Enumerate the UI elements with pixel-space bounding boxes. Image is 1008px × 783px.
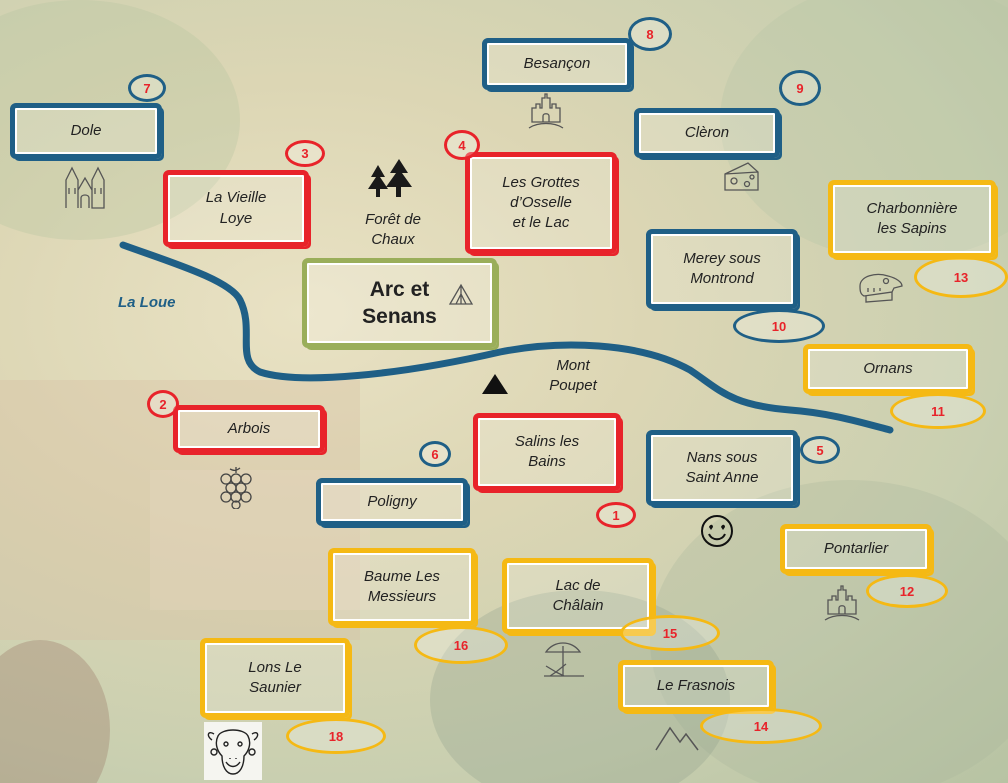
cheese-icon [722,160,760,194]
place-line2: Montrond [690,270,754,287]
place-salins-les-bains[interactable] [473,413,621,491]
place-le-frasnois[interactable] [618,660,774,712]
place-line3: et le Lac [512,214,570,232]
number-badge: 7 [128,74,166,102]
dinosaur-skull-icon [856,270,904,306]
place-line1: Merey sous [683,249,761,267]
castle-icon [824,584,860,622]
place-charbonniere-les-sapins[interactable] [828,180,996,258]
place-line1: Dole [70,121,102,139]
river-label: La Loue [118,294,176,311]
number-badge: 6 [419,441,451,467]
place-line2: Châlain [552,597,604,614]
forest-label [348,210,438,251]
place-poligny[interactable] [316,478,468,526]
mountain-label [538,356,608,397]
place-merey-sous-montrond[interactable] [646,229,798,309]
place-pontarlier[interactable] [780,524,932,574]
place-line1: Arbois [227,419,271,437]
center-name-line2: Senans [362,305,437,328]
place-line1: La Vieille [205,189,267,207]
mountain-line1: Mont [556,357,590,374]
castle-icon [528,92,564,130]
place-line1: Ornans [863,359,913,377]
place-ornans[interactable] [803,344,973,394]
number-badge: 18 [286,718,386,754]
place-line2: d’Osselle [510,193,572,211]
place-line1: Poligny [367,492,417,510]
number-badge: 2 [147,390,179,418]
forest-line2: Chaux [371,231,415,249]
place-dole[interactable] [10,103,162,159]
place-besancon[interactable] [482,38,632,90]
triangle-peak-icon [480,372,510,396]
place-line2: Saint Anne [685,469,759,486]
number-badge: 15 [620,615,720,651]
place-line1: Charbonnière [866,199,958,217]
place-line2: Saunier [249,679,301,696]
place-line1: Besançon [523,54,591,72]
place-baume-les-messieurs[interactable] [328,548,476,626]
place-arbois[interactable] [173,405,325,453]
number-badge: 13 [914,256,1008,298]
forest-line1: Forêt de [365,211,421,228]
place-les-grottes-d-osselle[interactable] [465,152,617,254]
number-badge: 14 [700,708,822,744]
tent-icon [448,282,474,306]
number-badge: 5 [800,436,840,464]
number-badge: 4 [444,130,480,160]
place-lons-le-saunier[interactable] [200,638,350,718]
place-la-vieille-loye[interactable] [163,170,309,247]
place-line1: Le Frasnois [656,676,736,694]
number-badge: 1 [596,502,636,528]
place-line2: Bains [528,453,566,470]
trees-icon [366,157,416,199]
place-line1: Pontarlier [823,539,889,557]
place-line1: Les Grottes [502,173,580,191]
place-line1: Nans sous [686,448,758,466]
cow-icon [204,722,262,780]
place-line2: Messieurs [367,588,437,605]
place-line1: Lac de [555,576,601,594]
number-badge: 9 [779,70,821,106]
mountains-icon [654,724,700,752]
cathedral-icon [64,166,106,210]
number-badge: 12 [866,574,948,608]
grapes-icon [216,465,256,509]
place-cleron[interactable] [634,108,780,158]
number-badge: 8 [628,17,672,51]
beach-chair-icon [542,638,586,678]
place-line2: les Sapins [877,220,947,237]
place-nans-sous-saint-anne[interactable] [646,430,798,506]
place-line1: Baume Les [364,567,440,585]
place-line1: Salins les [514,432,580,450]
place-line1: Clèron [684,123,730,141]
mountain-line2: Poupet [549,377,597,395]
number-badge: 16 [414,626,508,664]
number-badge: 10 [733,309,825,343]
center-name-line1: Arc et [369,277,430,301]
number-badge: 3 [285,140,325,167]
place-line1: Lons Le [248,658,302,676]
smiley-icon [700,514,734,548]
number-badge: 11 [890,393,986,429]
place-line2: Loye [219,209,253,227]
